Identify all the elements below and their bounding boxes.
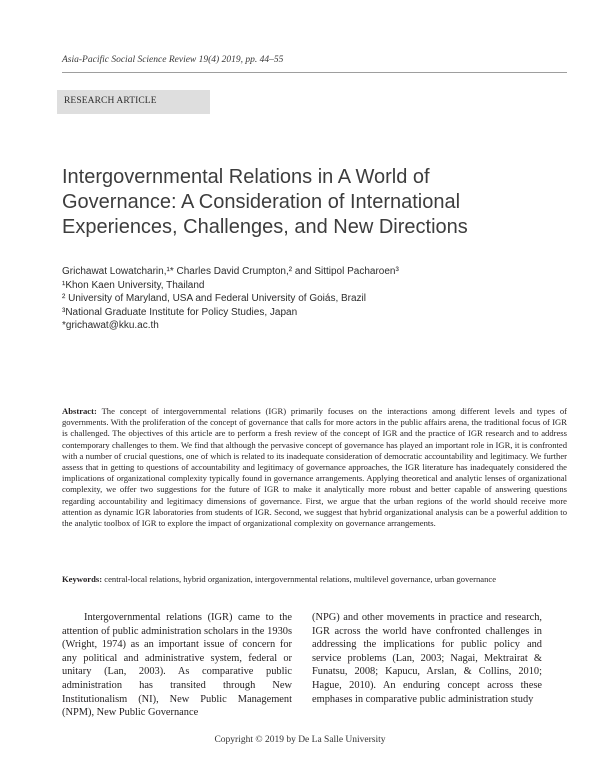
keywords-text: central-local relations, hybrid organization, intergovernmental relations, multilevel governance, urban governance	[104, 574, 497, 584]
author-names: Grichawat Lowatcharin,¹* Charles David Crumpton,² and Sittipol Pacharoen³	[62, 266, 399, 277]
affiliation: ³National Graduate Institute for Policy Studies, Japan	[62, 306, 298, 318]
abstract-text: The concept of intergovernmental relations (IGR) primarily focuses on the interactions among different levels and types of governments. With the proliferation of the concept of governance that calls for more actors in the public affairs arena, the traditional focus of IGR is challenged. The objectives of this article are to perform a fresh review of the concept of IGR and the practice of IGR research and to address contemporary challenges to them. We find that although the pervasive concept of governance has played an important role in IGR, it is confronted with a number of crucial questions, one of which is related to its inadequate consideration of democratic accountability and legitimacy. We further assess that in getting to questions of accountability and legitimacy of governance approaches, the IGR literature has inadequately considered the implications of organizational complexity typically found in governance arrangements. Applying theoretical and analytic lenses of organizational complexity, we offer two suggestions for the future of IGR to make it analytically more robust and better capable of answering questions regarding accountability and legitimacy dimensions of governance. First, we argue that the urban regions of the world should receive more attention as dynamic IGR laboratories from students of IGR. Second, we suggest that hybrid organizational analysis can be a powerful addition to the analytic toolbox of IGR to explore the impact of organizational complexity on governance arrangements.	[62, 406, 568, 529]
article-title	[62, 165, 512, 240]
header-divider	[62, 72, 567, 73]
affiliation: ² University of Maryland, USA and Federal University of Goiás, Brazil	[62, 293, 366, 304]
section-banner	[57, 90, 210, 114]
title-line: Governance: A Consideration of International	[62, 191, 461, 213]
body-paragraph: (NPG) and other movements in practice and research, IGR across the world have confronted challenges in addressing the implications for public policy and service problems (Lan, 2003; Nagai, Mektrairat & Funatsu, 2008; Kapucu, Arslan, & Collins, 2010; Hague, 2010). An enduring concept across these emphases in comparative public administration study	[312, 612, 542, 705]
affiliation: ¹Khon Kaen University, Thailand	[62, 279, 205, 291]
title-line: Experiences, Challenges, and New Directions	[62, 216, 468, 238]
body-column-right	[312, 611, 542, 706]
author-block	[62, 265, 399, 333]
section-label: RESEARCH ARTICLE	[64, 96, 157, 106]
copyright-footer: Copyright © 2019 by De La Salle University	[214, 735, 386, 745]
corresponding-email: *grichawat@kku.ac.th	[62, 320, 159, 331]
body-paragraph: Intergovernmental relations (IGR) came to the attention of public administration scholars in the 1930s (Wright, 1974) as an important issue of concern for any political and administrative system, federal or unitary (Lan, 2003). As comparative public administration has transited through New Institutionalism (NI), New Public Management (NPM), New Public Governance	[62, 612, 292, 719]
body-column-left	[62, 611, 292, 720]
keywords-label: Keywords:	[62, 574, 103, 584]
abstract-label: Abstract:	[62, 406, 97, 416]
journal-citation: Asia-Pacific Social Science Review 19(4) 2019, pp. 44–55	[62, 55, 284, 65]
title-line: Intergovernmental Relations in A World of	[62, 166, 430, 188]
keywords	[62, 574, 572, 585]
abstract	[62, 406, 567, 529]
